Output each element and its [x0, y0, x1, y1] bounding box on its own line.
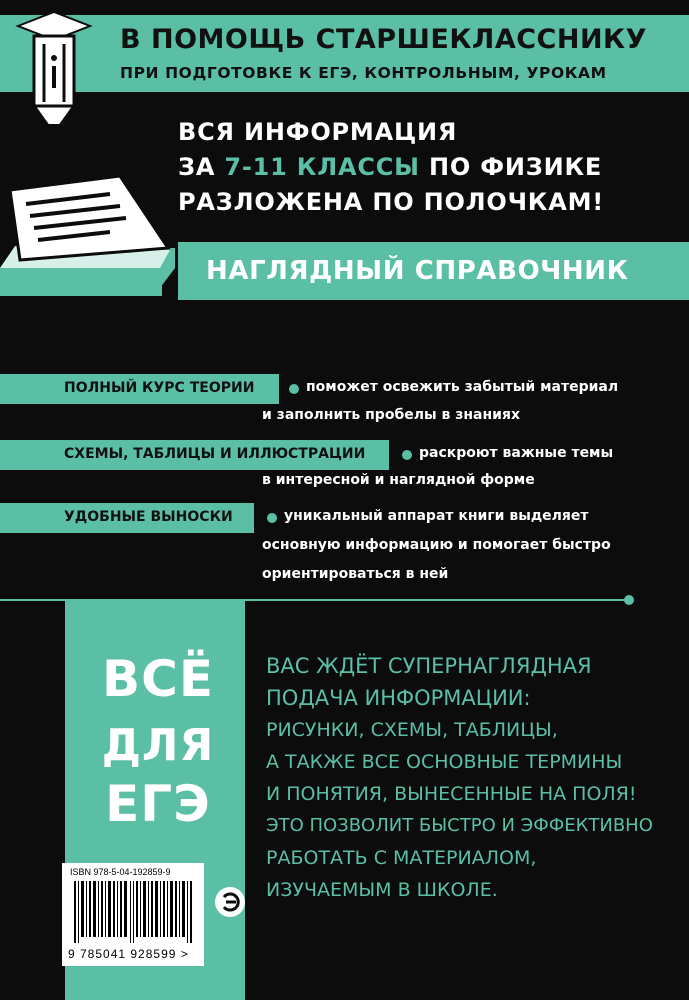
feature-desc-3b: основную информацию и помогает быстро: [262, 537, 611, 553]
big-text-line-3: ЕГЭ: [105, 775, 211, 833]
feature-label-1: ПОЛНЫЙ КУРС ТЕОРИИ: [64, 380, 255, 396]
eksmo-logo-icon: [214, 886, 246, 918]
headline-line-2-pre: ЗА: [178, 153, 225, 181]
promo-line-2: ПОДАЧА ИНФОРМАЦИИ:: [266, 686, 531, 710]
headline-line-2-post: ПО ФИЗИКЕ: [419, 153, 603, 181]
open-book-icon: [0, 168, 175, 298]
feature-bullet-3: [267, 513, 277, 523]
feature-desc-1a: поможет освежить забытый материал: [306, 379, 619, 395]
feature-bullet-1: [289, 384, 299, 394]
headline-line-2: [178, 153, 602, 181]
feature-desc-2b: в интересной и наглядной форме: [262, 472, 535, 488]
headline-accent: 7-11 КЛАССЫ: [224, 153, 420, 181]
isbn-box: [62, 863, 204, 966]
divider-dot: [624, 595, 634, 605]
promo-line-1: ВАС ЖДЁТ СУПЕРНАГЛЯДНАЯ: [266, 654, 592, 678]
feature-desc-2a: раскроют важные темы: [419, 445, 614, 461]
barcode-number: 9 785041 928599 >: [68, 947, 189, 961]
big-text-line-1: ВСЁ: [102, 650, 214, 708]
pencil-icon: [12, 6, 96, 136]
header-subtitle: ПРИ ПОДГОТОВКЕ К ЕГЭ, КОНТРОЛЬНЫМ, УРОКАМ: [120, 64, 607, 82]
feature-desc-3a: уникальный аппарат книги выделяет: [284, 508, 589, 524]
feature-label-2: СХЕМЫ, ТАБЛИЦЫ И ИЛЛЮСТРАЦИИ: [64, 446, 366, 462]
feature-label-3: УДОБНЫЕ ВЫНОСКИ: [64, 509, 233, 525]
promo-line-8: ИЗУЧАЕМЫМ В ШКОЛЕ.: [266, 879, 498, 901]
feature-bullet-2: [402, 450, 412, 460]
promo-line-4: А ТАКЖЕ ВСЕ ОСНОВНЫЕ ТЕРМИНЫ: [266, 751, 623, 773]
reference-label: НАГЛЯДНЫЙ СПРАВОЧНИК: [206, 256, 629, 286]
promo-line-6: ЭТО ПОЗВОЛИТ БЫСТРО И ЭФФЕКТИВНО: [266, 815, 653, 836]
promo-line-5: И ПОНЯТИЯ, ВЫНЕСЕННЫЕ НА ПОЛЯ!: [266, 783, 637, 805]
feature-desc-3c: ориентироваться в ней: [262, 566, 449, 582]
header-title: В ПОМОЩЬ СТАРШЕКЛАССНИКУ: [120, 24, 647, 55]
promo-line-3: РИСУНКИ, СХЕМЫ, ТАБЛИЦЫ,: [266, 719, 558, 741]
promo-text: [266, 650, 686, 906]
isbn-label: ISBN 978-5-04-192859-9: [70, 867, 171, 877]
big-text-line-2: ДЛЯ: [101, 720, 215, 771]
promo-line-7: РАБОТАТЬ С МАТЕРИАЛОМ,: [266, 847, 537, 869]
headline-line-3: РАЗЛОЖЕНА ПО ПОЛОЧКАМ!: [178, 188, 605, 216]
feature-desc-1b: и заполнить пробелы в знаниях: [262, 407, 520, 423]
barcode: [74, 881, 194, 943]
headline-line-1: ВСЯ ИНФОРМАЦИЯ: [178, 118, 458, 146]
